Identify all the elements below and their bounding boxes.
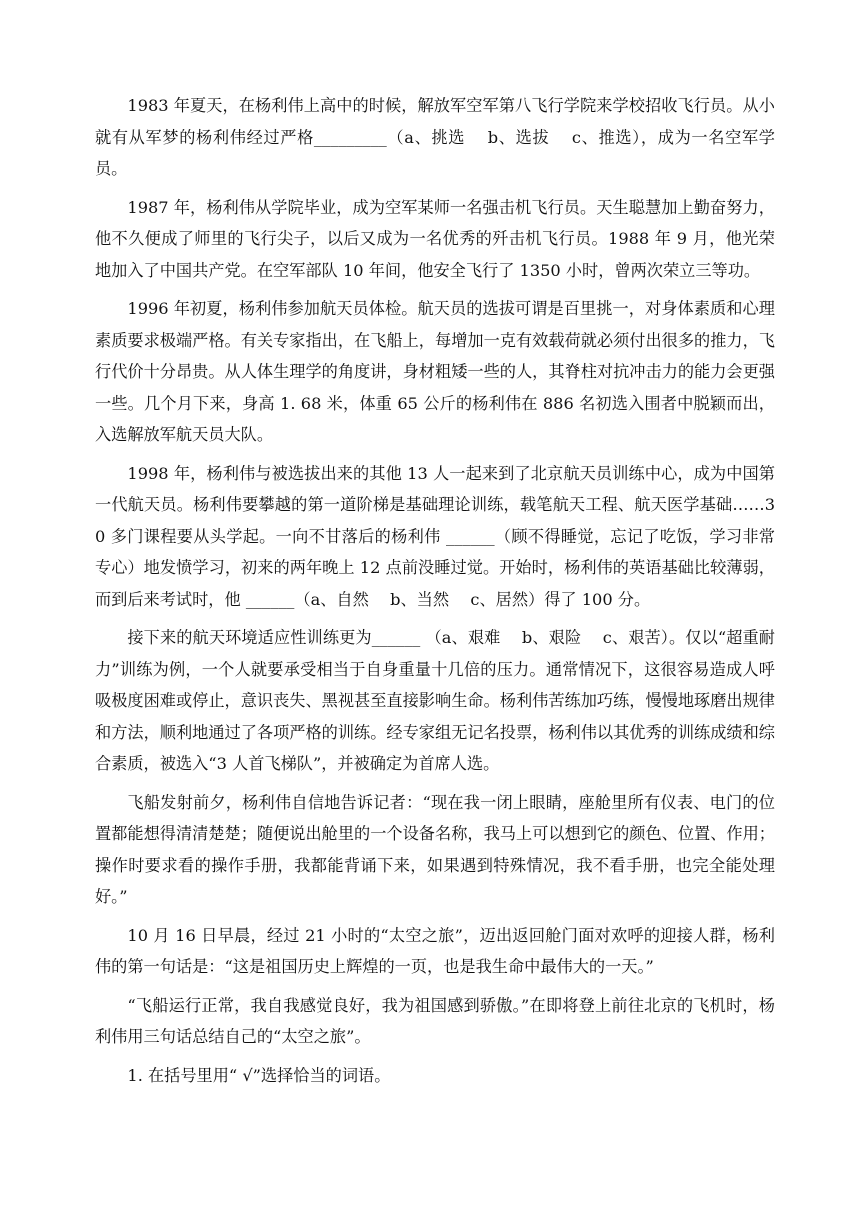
paragraph-1996-selection: 1996 年初夏，杨利伟参加航天员体检。航天员的选拔可谓是百里挑一，对身体素质和心理素质要求极端严格。有关专家指出，在飞船上，每增加一克有效载荷就必须付出很多的推力，飞行代价十分昂贵。从人体生理学的角度讲，身材粗矮一些的人，其脊柱对抗冲击力的能力会更强一些。几个月下来，身高 1. 68 米，体重 65 公斤的杨利伟在 886 名初选入围者中脱颖而出，入选解放军航天员大队。: [95, 299, 775, 444]
paragraph-three-sentences: “飞船运行正常，我自我感觉良好，我为祖国感到骄傲。”在即将登上前往北京的飞机时，杨利伟用三句话总结自己的“太空之旅”。: [95, 995, 775, 1046]
paragraph-pre-launch-interview: 飞船发射前夕，杨利伟自信地告诉记者：“现在我一闭上眼睛，座舱里所有仪表、电门的位置都能想得清清楚楚；随便说出舱里的一个设备名称，我马上可以想到它的颜色、位置、作用；操作时要求看的操作手册，我都能背诵下来，如果遇到特殊情况，我不看手册，也完全能处理好。”: [95, 792, 775, 906]
paragraph-1983-recruitment: 1983 年夏天，在杨利伟上高中的时候，解放军空军第八飞行学院来学校招收飞行员。从小就有从军梦的杨利伟经过严格_________（a、挑选 b、选拔 c、推选），成为一名空军学员。: [95, 96, 775, 178]
paragraph-1998-training: 1998 年，杨利伟与被选拔出来的其他 13 人一起来到了北京航天员训练中心，成为中国第一代航天员。杨利伟要攀越的第一道阶梯是基础理论训练，载笔航天工程、航天医学基础……30 多门课程要从头学起。一向不甘落后的杨利伟 ______（顾不得睡觉，忘记了吃饭，学习非常专心）地发愤学习，初来的两年晚上 12 点前没睡过觉。开始时，杨利伟的英语基础比较薄弱，而到后来考试时，他 ______（a、自然 b、当然 c、居然）得了 100 分。: [95, 463, 775, 609]
paragraph-environment-training: 接下来的航天环境适应性训练更为______ （a、艰难 b、艰险 c、艰苦）。仅以“超重耐力”训练为例，一个人就要承受相当于自身重量十几倍的压力。通常情况下，这很容易造成人呼吸极度困难或停止，意识丧失、黑视甚至直接影响生命。杨利伟苦练加巧练，慢慢地琢磨出规律和方法，顺利地通过了各项严格的训练。经专家组无记名投票，杨利伟以其优秀的训练成绩和综合素质，被选入“3 人首飞梯队”，并被确定为首席人选。: [95, 628, 775, 773]
question-1: 1. 在括号里用“ √”选择恰当的词语。: [127, 1065, 391, 1085]
paragraph-1987-graduation: 1987 年，杨利伟从学院毕业，成为空军某师一名强击机飞行员。天生聪慧加上勤奋努力，他不久便成了师里的飞行尖子，以后又成为一名优秀的歼击机飞行员。1988 年 9 月，他光荣地加入了中国共产党。在空军部队 10 年间，他安全飞行了 1350 小时，曾两次荣立三等功。: [95, 197, 775, 280]
document-body: [95, 90, 775, 1098]
paragraph-october-16-return: 10 月 16 日早晨，经过 21 小时的“太空之旅”，迈出返回舱门面对欢呼的迎接人群，杨利伟的第一句话是：“这是祖国历史上辉煌的一页，也是我生命中最伟大的一天。”: [95, 925, 775, 976]
